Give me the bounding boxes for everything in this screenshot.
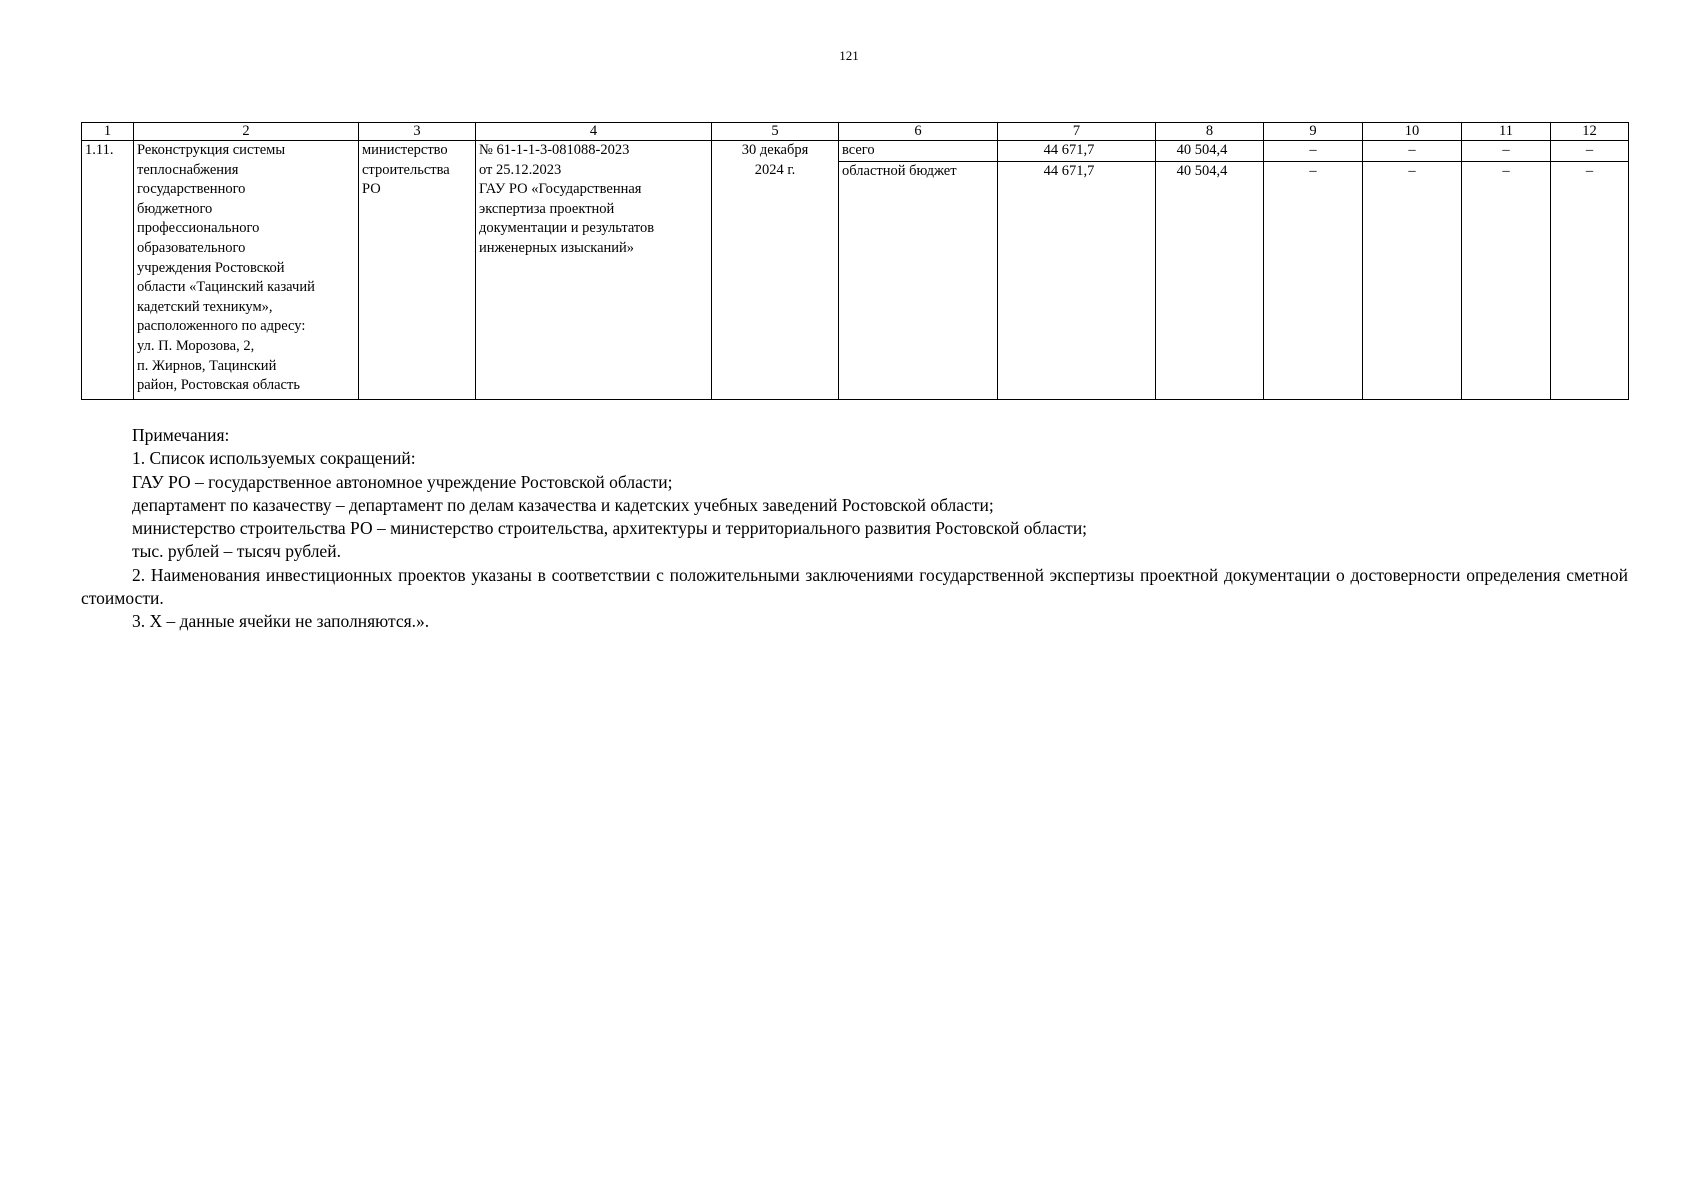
row-number-cell: 1.11. xyxy=(82,141,134,400)
value-cell: – xyxy=(1462,141,1551,162)
investment-projects-table xyxy=(81,122,1629,400)
header-cell: 3 xyxy=(359,123,476,141)
value-cell: – xyxy=(1462,161,1551,399)
header-cell: 12 xyxy=(1551,123,1629,141)
value-cell: – xyxy=(1264,141,1363,162)
header-cell: 9 xyxy=(1264,123,1363,141)
customer-cell: министерство строительства РО xyxy=(359,141,476,400)
abbreviation-item: тыс. рублей – тысяч рублей. xyxy=(132,541,341,562)
value-cell: – xyxy=(1363,141,1462,162)
note-item-1: 1. Список используемых сокращений: xyxy=(132,448,416,469)
value-cell: 44 671,7 xyxy=(998,161,1156,399)
project-name-cell: Реконструкция системы теплоснабжения государственного бюджетного профессионального образовательного учреждения Ростовской области «Тацинский казачий кадетский техникум», расположенного по адресу: ул. П. Морозова, 2, п. Жирнов, Тацинский район, Ростовская область xyxy=(134,141,359,400)
expertise-document-cell: № 61-1-1-3-081088-2023 от 25.12.2023 ГАУ РО «Государственная экспертиза проектной документации и результатов инженерных изысканий» xyxy=(476,141,712,400)
table-row-total xyxy=(82,141,1629,162)
column-number-row xyxy=(82,123,1629,141)
notes-title: Примечания: xyxy=(132,425,230,445)
page-number: 121 xyxy=(839,48,859,63)
value-cell: 44 671,7 xyxy=(998,141,1156,162)
abbreviation-item: департамент по казачеству – департамент по делам казачества и кадетских учебных заведений Ростовской области; xyxy=(132,494,994,515)
funding-source-cell: всего xyxy=(839,141,998,162)
header-cell: 11 xyxy=(1462,123,1551,141)
header-cell: 8 xyxy=(1156,123,1264,141)
note-item-2: 2. Наименования инвестиционных проектов указаны в соответствии с положительными заключениями государственной экспертизы проектной документации о достоверности определения сметной стоимости. xyxy=(81,564,1628,609)
header-cell: 10 xyxy=(1363,123,1462,141)
header-cell: 7 xyxy=(998,123,1156,141)
value-cell: – xyxy=(1264,161,1363,399)
abbreviation-item: ГАУ РО – государственное автономное учреждение Ростовской области; xyxy=(132,471,673,492)
notes-section xyxy=(81,424,1628,634)
value-cell: 40 504,4 xyxy=(1156,141,1264,162)
header-cell: 2 xyxy=(134,123,359,141)
header-cell: 4 xyxy=(476,123,712,141)
header-cell: 6 xyxy=(839,123,998,141)
value-cell: – xyxy=(1363,161,1462,399)
value-cell: – xyxy=(1551,141,1629,162)
deadline-cell: 30 декабря 2024 г. xyxy=(712,141,839,400)
value-cell: – xyxy=(1551,161,1629,399)
header-cell: 5 xyxy=(712,123,839,141)
value-cell: 40 504,4 xyxy=(1156,161,1264,399)
note-item-3: 3. Х – данные ячейки не заполняются.». xyxy=(132,611,430,632)
funding-source-cell: областной бюджет xyxy=(839,161,998,399)
header-cell: 1 xyxy=(82,123,134,141)
abbreviation-item: министерство строительства РО – министерство строительства, архитектуры и территориального развития Ростовской области; xyxy=(132,518,1088,539)
